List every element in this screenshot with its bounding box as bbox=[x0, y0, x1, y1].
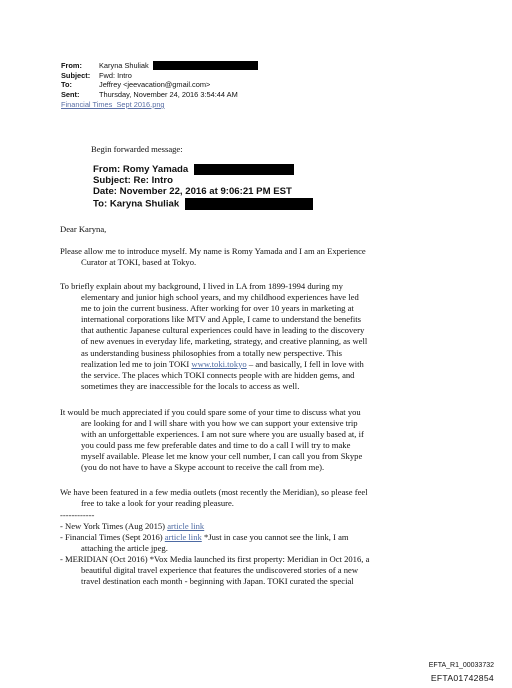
redaction-bar bbox=[153, 61, 258, 70]
text-line: free to take a look for your reading pleasure. bbox=[81, 498, 234, 509]
text-segment: – and basically, I fell in love with bbox=[246, 358, 364, 369]
text-line: as understanding business philosophies from a totally new perspective. This bbox=[81, 347, 342, 358]
to-value: Jeffrey <jeevacation@gmail.com> bbox=[99, 80, 211, 90]
paragraph-request bbox=[60, 407, 364, 474]
fwd-to: To: Karyna Shuliak bbox=[93, 198, 180, 210]
text-line: elementary and junior high school years, and my childhood experiences have led bbox=[81, 292, 359, 303]
text-line: you could pass me few preferable dates and time to do a call I will try to make bbox=[81, 440, 351, 451]
text-segment: - Financial Times (Sept 2016) bbox=[60, 532, 165, 543]
text-line: travel destination each month - beginning with Japan. TOKI curated the special bbox=[81, 576, 354, 587]
list-item bbox=[60, 532, 369, 543]
text-line: We have been featured in a few media outlets (most recently the Meridian), so please feel bbox=[60, 487, 368, 497]
greeting: Dear Karyna, bbox=[60, 224, 107, 234]
paragraph-media bbox=[60, 487, 368, 509]
subject-row bbox=[61, 71, 258, 81]
paragraph-background bbox=[60, 281, 367, 392]
paragraph-intro bbox=[60, 246, 366, 268]
forward-intro: Begin forwarded message: bbox=[91, 144, 183, 154]
text-segment: - New York Times (Aug 2015) bbox=[60, 521, 168, 531]
subject-value: Fwd: Intro bbox=[99, 70, 132, 80]
to-label: To: bbox=[61, 80, 72, 90]
sent-label: Sent: bbox=[61, 89, 80, 99]
text-line: that authentic Japanese cultural experiences could have in leading to the discovery bbox=[81, 325, 365, 336]
text-line: are looking for and I will share with you how we can support your extensive trip bbox=[81, 418, 358, 429]
text-line: with an unforgettable experiences. I am not sure where you are usually based at, if bbox=[81, 429, 364, 440]
from-label: From: bbox=[61, 61, 82, 70]
email-header bbox=[61, 61, 258, 99]
sent-row bbox=[61, 90, 258, 100]
from-row bbox=[61, 61, 258, 71]
forwarded-header bbox=[93, 164, 313, 210]
fwd-subject: Subject: Re: Intro bbox=[93, 175, 173, 187]
text-line: Curator at TOKI, based at Tokyo. bbox=[81, 257, 197, 268]
redaction-bar bbox=[185, 198, 313, 210]
list-item: - MERIDIAN (Oct 2016) *Vox Media launched its first property: Meridian in Oct 2016, a bbox=[60, 554, 370, 565]
text-line bbox=[60, 359, 367, 370]
divider-line: ------------ bbox=[60, 510, 95, 520]
to-row bbox=[61, 80, 258, 90]
text-line: attaching the article jpeg. bbox=[81, 543, 168, 554]
ft-article-link[interactable]: article link bbox=[164, 532, 202, 543]
bates-number-2: EFTA01742854 bbox=[430, 673, 494, 683]
fwd-to-row bbox=[93, 198, 313, 210]
list-item bbox=[60, 521, 369, 532]
text-line: (you do not have to have a Skype account to receive the call from me). bbox=[81, 462, 325, 473]
fwd-from-row bbox=[93, 164, 313, 175]
sent-value: Thursday, November 24, 2016 3:54:44 AM bbox=[99, 89, 238, 99]
redaction-bar bbox=[194, 164, 294, 175]
text-line: It would be much appreciated if you could spare some of your time to discuss what you bbox=[60, 407, 361, 417]
text-line: sometimes they are inaccessible for the locals to access as well. bbox=[81, 380, 300, 391]
nyt-article-link[interactable]: article link bbox=[167, 521, 205, 531]
from-value: Karyna Shuliak bbox=[99, 61, 149, 70]
bates-number-1: EFTA_R1_00033732 bbox=[428, 662, 494, 669]
text-segment: realization led me to join TOKI bbox=[81, 358, 192, 369]
text-line: of new avenues in everyday life, marketing, strategy, and creative planning, as well bbox=[81, 336, 368, 347]
text-line: international corporations like MTV and Apple, I came to understand the benefits bbox=[81, 314, 362, 325]
subject-label: Subject: bbox=[61, 70, 91, 80]
text-line: me to join the current business. After working for over 10 years in marketing at bbox=[81, 303, 354, 314]
text-line: myself available. Please let me know your cell number, I can call you from Skype bbox=[81, 451, 363, 462]
text-line: the service. The places which TOKI connects people with are hidden gems, and bbox=[81, 369, 355, 380]
attachment-link[interactable]: Financial Times_Sept 2016.png bbox=[61, 100, 165, 109]
fwd-from: From: Romy Yamada bbox=[93, 164, 189, 176]
toki-website-link[interactable]: www.toki.tokyo bbox=[191, 358, 247, 369]
text-segment: *Just in case you cannot see the link, I am bbox=[201, 532, 349, 543]
media-list bbox=[60, 521, 369, 588]
text-line: Please allow me to introduce myself. My name is Romy Yamada and I am an Experience bbox=[60, 246, 366, 256]
text-line: beautiful digital travel experience that features the undiscovered stories of a new bbox=[81, 565, 359, 576]
fwd-date: Date: November 22, 2016 at 9:06:21 PM EST bbox=[93, 186, 292, 198]
text-line: To briefly explain about my background, I lived in LA from 1899-1994 during my bbox=[60, 281, 343, 291]
